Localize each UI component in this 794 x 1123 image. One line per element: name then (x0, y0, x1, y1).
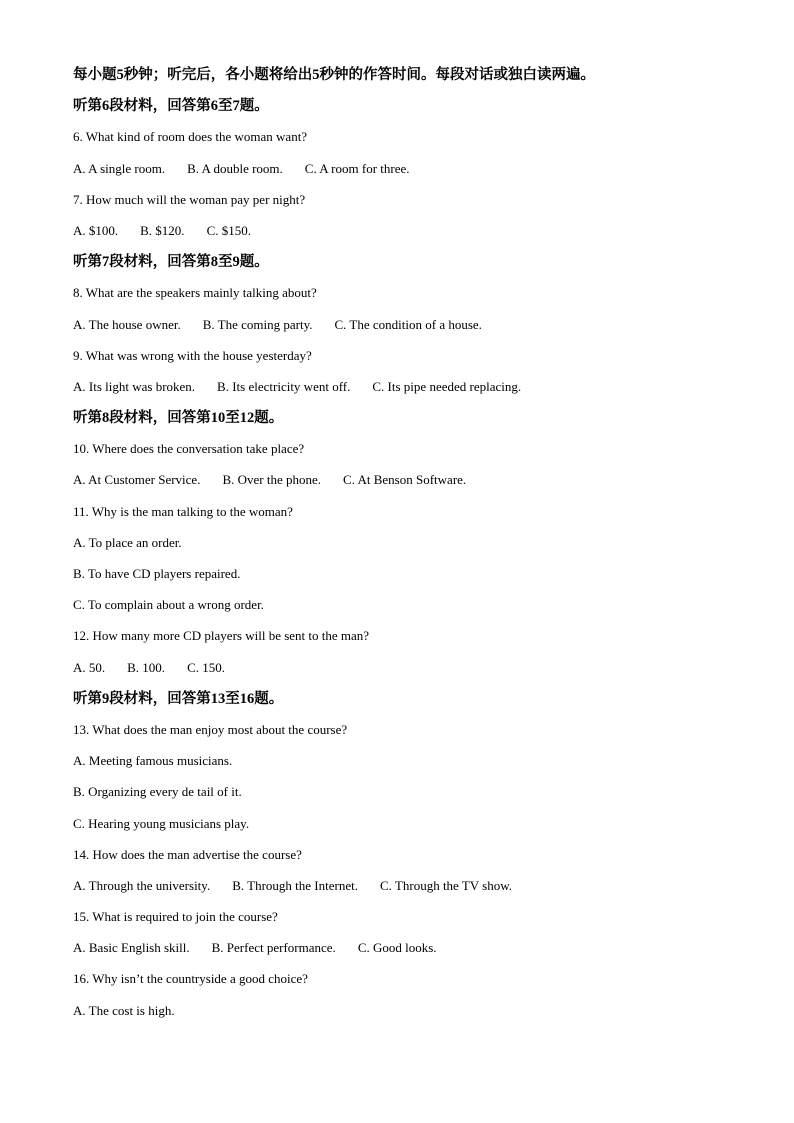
option-a: A. The house owner. (73, 316, 181, 332)
section-heading: 听第8段材料，回答第10至12题。 (73, 410, 284, 427)
option-b: B. 100. (127, 659, 166, 675)
option-b: B. Perfect performance. (211, 940, 336, 956)
question-text: 10. Where does the conversation take place? (73, 441, 305, 457)
option-b: B. Organizing every de tail of it. (73, 784, 242, 800)
options-row (73, 314, 753, 345)
question-text: 7. How much will the woman pay per night? (73, 191, 306, 207)
question-text: 9. What was wrong with the house yesterday? (73, 347, 312, 363)
options-row (73, 937, 753, 968)
option-c: C. A room for three. (304, 160, 410, 176)
option-b: B. The coming party. (202, 316, 313, 332)
exam-page (73, 64, 753, 1031)
options-row (73, 469, 753, 500)
option-c: C. Through the TV show. (379, 877, 513, 893)
options-row (73, 875, 753, 906)
question-text: 15. What is required to join the course? (73, 909, 278, 925)
option-b: B. Its electricity went off. (217, 378, 351, 394)
option-b: B. To have CD players repaired. (73, 566, 241, 581)
option-b: B. $120. (140, 222, 185, 238)
option-c: C. Hearing young musicians play. (73, 815, 250, 831)
option-c: C. The condition of a house. (334, 316, 482, 332)
option-b: B. Through the Internet. (232, 877, 358, 893)
question-text: 12. How many more CD players will be sent to the man? (73, 628, 370, 644)
section-heading: 听第7段材料，回答第8至9题。 (73, 254, 269, 271)
section-instruction: 每小题5秒钟；听完后，各小题将给出5秒钟的作答时间。每段对话或独白读两遍。 (73, 67, 595, 83)
option-a: A. To place an order. (73, 534, 182, 550)
option-c: C. 150. (187, 659, 225, 675)
section-heading: 听第6段材料，回答第6至7题。 (73, 98, 269, 115)
option-a: A. $100. (73, 222, 119, 238)
option-c: C. $150. (206, 222, 251, 238)
option-a: A. Its light was broken. (73, 378, 196, 394)
option-c: C. Good looks. (357, 940, 437, 956)
options-row (73, 158, 753, 189)
option-c: C. Its pipe needed replacing. (372, 378, 522, 394)
options-row (73, 376, 753, 407)
question-text: 13. What does the man enjoy most about the course? (73, 721, 348, 737)
option-c: C. To complain about a wrong order. (73, 597, 264, 613)
options-row (73, 657, 753, 688)
option-a: A. 50. (73, 659, 106, 675)
question-text: 6. What kind of room does the woman want? (73, 129, 308, 145)
section-heading: 听第9段材料，回答第13至16题。 (73, 690, 284, 707)
question-text: 16. Why isn’t the countryside a good choice? (73, 971, 308, 987)
option-a: A. A single room. (73, 160, 166, 176)
option-a: A. At Customer Service. (73, 472, 201, 488)
option-a: A. Through the university. (73, 877, 211, 893)
option-b: B. Over the phone. (222, 472, 322, 488)
options-row (73, 220, 753, 251)
question-text: 8. What are the speakers mainly talking about? (73, 285, 317, 301)
option-c: C. At Benson Software. (343, 472, 467, 488)
option-a: A. Basic English skill. (73, 940, 190, 956)
question-text: 14. How does the man advertise the course? (73, 846, 302, 862)
option-a: A. The cost is high. (73, 1002, 175, 1018)
option-b: B. A double room. (187, 160, 283, 176)
option-a: A. Meeting famous musicians. (73, 753, 233, 769)
question-text: 11. Why is the man talking to the woman? (73, 503, 293, 519)
